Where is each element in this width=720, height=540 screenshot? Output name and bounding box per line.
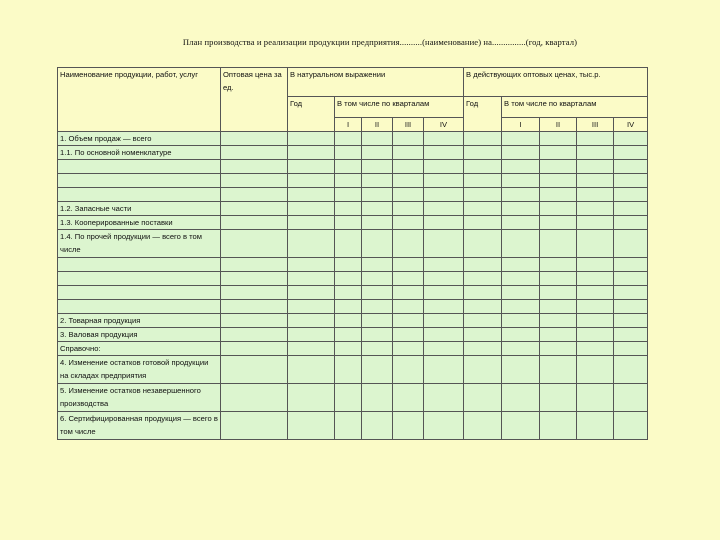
data-cell: [335, 356, 362, 384]
data-cell: [335, 174, 362, 188]
data-cell: [335, 258, 362, 272]
data-cell: [502, 230, 540, 258]
data-cell: [393, 356, 424, 384]
data-cell: [614, 188, 648, 202]
data-cell: [577, 132, 614, 146]
data-cell: [540, 188, 577, 202]
data-cell: [221, 160, 288, 174]
data-cell: [464, 216, 502, 230]
data-cell: [540, 174, 577, 188]
data-cell: [288, 328, 335, 342]
data-cell: [464, 412, 502, 440]
data-cell: [464, 328, 502, 342]
data-cell: [288, 174, 335, 188]
data-cell: [464, 132, 502, 146]
data-cell: [540, 342, 577, 356]
table-row: [58, 146, 648, 160]
data-cell: [577, 174, 614, 188]
data-cell: [362, 202, 393, 216]
data-cell: [464, 230, 502, 258]
data-cell: [464, 258, 502, 272]
data-cell: [424, 230, 464, 258]
data-cell: [424, 202, 464, 216]
data-cell: [502, 384, 540, 412]
table-row: [58, 356, 648, 384]
data-cell: [540, 356, 577, 384]
data-cell: [335, 342, 362, 356]
data-cell: [335, 160, 362, 174]
data-cell: [540, 412, 577, 440]
data-cell: [577, 286, 614, 300]
row-label: 4. Изменение остатков готовой продукции на складах предприятия: [58, 356, 221, 384]
data-cell: [393, 286, 424, 300]
data-cell: [502, 412, 540, 440]
data-cell: [540, 258, 577, 272]
table-row: [58, 132, 648, 146]
data-cell: [335, 314, 362, 328]
data-cell: [502, 188, 540, 202]
data-cell: [335, 202, 362, 216]
data-cell: [614, 286, 648, 300]
table-row: [58, 160, 648, 174]
data-cell: [335, 272, 362, 286]
data-cell: [502, 342, 540, 356]
table-row: [58, 286, 648, 300]
data-cell: [614, 230, 648, 258]
data-cell: [362, 216, 393, 230]
data-cell: [577, 300, 614, 314]
data-cell: [288, 286, 335, 300]
data-cell: [362, 230, 393, 258]
data-cell: [577, 314, 614, 328]
data-cell: [393, 258, 424, 272]
data-cell: [614, 174, 648, 188]
data-cell: [464, 342, 502, 356]
data-cell: [424, 384, 464, 412]
data-cell: [577, 146, 614, 160]
table-row: [58, 258, 648, 272]
data-cell: [393, 146, 424, 160]
data-cell: [502, 286, 540, 300]
data-cell: [502, 174, 540, 188]
data-cell: [335, 188, 362, 202]
data-cell: [614, 328, 648, 342]
data-cell: [577, 412, 614, 440]
data-cell: [502, 328, 540, 342]
data-cell: [424, 258, 464, 272]
data-cell: [577, 272, 614, 286]
data-cell: [614, 356, 648, 384]
data-cell: [424, 216, 464, 230]
data-cell: [540, 230, 577, 258]
data-cell: [221, 356, 288, 384]
table-row: [58, 272, 648, 286]
data-cell: [393, 202, 424, 216]
data-cell: [464, 202, 502, 216]
data-cell: [424, 300, 464, 314]
row-label: [58, 188, 221, 202]
data-cell: [221, 328, 288, 342]
data-cell: [464, 160, 502, 174]
data-cell: [288, 272, 335, 286]
data-cell: [577, 384, 614, 412]
data-cell: [577, 230, 614, 258]
data-cell: [464, 384, 502, 412]
row-label: [58, 272, 221, 286]
data-cell: [424, 132, 464, 146]
data-cell: [362, 188, 393, 202]
header-name: Наименование продукции, работ, услуг: [58, 68, 221, 132]
data-cell: [288, 412, 335, 440]
data-cell: [288, 160, 335, 174]
data-cell: [362, 258, 393, 272]
header-year-natural: Год: [288, 97, 335, 132]
data-cell: [577, 258, 614, 272]
data-cell: [540, 132, 577, 146]
data-cell: [335, 230, 362, 258]
data-cell: [424, 356, 464, 384]
page-title: План производства и реализации продукции предприятия..........(наименование) на...............(год, квартал): [182, 37, 578, 47]
data-cell: [393, 132, 424, 146]
data-cell: [424, 188, 464, 202]
table-row: [58, 384, 648, 412]
data-cell: [288, 132, 335, 146]
row-label: 1. Объем продаж — всего: [58, 132, 221, 146]
data-cell: [335, 328, 362, 342]
table-row: [58, 412, 648, 440]
header-year-wholesale: Год: [464, 97, 502, 132]
quarter-cell: II: [362, 118, 393, 132]
data-cell: [221, 216, 288, 230]
data-cell: [362, 132, 393, 146]
data-cell: [362, 328, 393, 342]
table-row: [58, 188, 648, 202]
data-cell: [540, 272, 577, 286]
data-cell: [221, 230, 288, 258]
row-label: 1.2. Запасные части: [58, 202, 221, 216]
data-cell: [393, 188, 424, 202]
data-cell: [464, 300, 502, 314]
data-cell: [221, 412, 288, 440]
data-cell: [288, 216, 335, 230]
data-cell: [614, 314, 648, 328]
data-cell: [335, 146, 362, 160]
data-cell: [464, 356, 502, 384]
table-row: [58, 342, 648, 356]
data-cell: [577, 188, 614, 202]
quarter-cell: II: [540, 118, 577, 132]
quarter-cell: III: [393, 118, 424, 132]
row-label: [58, 258, 221, 272]
header-quarters-natural: В том числе по кварталам: [335, 97, 464, 118]
data-cell: [221, 300, 288, 314]
row-label: 1.1. По основной номенклатуре: [58, 146, 221, 160]
data-cell: [393, 300, 424, 314]
data-cell: [221, 314, 288, 328]
data-cell: [502, 356, 540, 384]
table-row: [58, 314, 648, 328]
row-label: [58, 174, 221, 188]
data-cell: [362, 286, 393, 300]
header-wholesale: В действующих оптовых ценах, тыс.р.: [464, 68, 648, 97]
data-cell: [288, 258, 335, 272]
row-label: [58, 160, 221, 174]
data-cell: [424, 342, 464, 356]
data-cell: [335, 216, 362, 230]
data-cell: [502, 300, 540, 314]
table-row: [58, 216, 648, 230]
data-cell: [362, 146, 393, 160]
data-cell: [288, 300, 335, 314]
data-cell: [424, 314, 464, 328]
data-cell: [577, 216, 614, 230]
data-cell: [614, 384, 648, 412]
data-cell: [221, 258, 288, 272]
data-cell: [221, 384, 288, 412]
data-cell: [464, 314, 502, 328]
data-cell: [502, 258, 540, 272]
data-cell: [362, 272, 393, 286]
data-cell: [288, 188, 335, 202]
data-cell: [393, 384, 424, 412]
data-cell: [614, 146, 648, 160]
data-cell: [464, 286, 502, 300]
data-cell: [614, 216, 648, 230]
data-cell: [502, 272, 540, 286]
table-row: [58, 328, 648, 342]
data-cell: [362, 314, 393, 328]
data-cell: [393, 412, 424, 440]
table-row: [58, 202, 648, 216]
data-cell: [221, 202, 288, 216]
header-price: Оптовая цена за ед.: [221, 68, 288, 132]
data-cell: [393, 272, 424, 286]
quarter-cell: IV: [614, 118, 648, 132]
data-cell: [540, 146, 577, 160]
data-cell: [393, 160, 424, 174]
row-label: 1.4. По прочей продукции — всего в том числе: [58, 230, 221, 258]
data-cell: [393, 216, 424, 230]
data-cell: [221, 342, 288, 356]
data-cell: [464, 272, 502, 286]
data-cell: [502, 160, 540, 174]
data-cell: [221, 146, 288, 160]
data-cell: [540, 202, 577, 216]
data-cell: [577, 328, 614, 342]
data-cell: [614, 412, 648, 440]
header-natural: В натуральном выражении: [288, 68, 464, 97]
data-cell: [502, 314, 540, 328]
data-cell: [577, 202, 614, 216]
table-row: [58, 230, 648, 258]
data-cell: [393, 174, 424, 188]
data-cell: [540, 328, 577, 342]
data-cell: [614, 160, 648, 174]
data-cell: [221, 272, 288, 286]
row-label: 5. Изменение остатков незавершенного производства: [58, 384, 221, 412]
quarter-cell: I: [502, 118, 540, 132]
data-cell: [540, 300, 577, 314]
data-cell: [288, 146, 335, 160]
data-cell: [362, 160, 393, 174]
data-cell: [540, 286, 577, 300]
data-cell: [288, 384, 335, 412]
data-cell: [221, 188, 288, 202]
row-label: Справочно:: [58, 342, 221, 356]
row-label: [58, 300, 221, 314]
quarter-cell: III: [577, 118, 614, 132]
data-cell: [502, 132, 540, 146]
data-cell: [464, 188, 502, 202]
data-cell: [424, 272, 464, 286]
data-cell: [424, 328, 464, 342]
data-cell: [614, 202, 648, 216]
data-cell: [362, 342, 393, 356]
data-cell: [502, 146, 540, 160]
data-cell: [335, 412, 362, 440]
data-cell: [335, 132, 362, 146]
data-cell: [221, 286, 288, 300]
data-cell: [335, 286, 362, 300]
data-cell: [393, 230, 424, 258]
data-cell: [288, 314, 335, 328]
data-cell: [362, 384, 393, 412]
data-cell: [502, 216, 540, 230]
data-cell: [393, 328, 424, 342]
data-cell: [424, 146, 464, 160]
header-quarters-wholesale: В том числе по кварталам: [502, 97, 648, 118]
quarter-cell: I: [335, 118, 362, 132]
data-cell: [540, 314, 577, 328]
table-row: [58, 174, 648, 188]
data-cell: [424, 412, 464, 440]
data-cell: [614, 272, 648, 286]
data-cell: [424, 174, 464, 188]
data-cell: [614, 342, 648, 356]
data-cell: [577, 160, 614, 174]
data-cell: [362, 174, 393, 188]
data-cell: [362, 300, 393, 314]
data-cell: [362, 356, 393, 384]
data-cell: [502, 202, 540, 216]
data-cell: [393, 342, 424, 356]
data-cell: [288, 342, 335, 356]
data-cell: [614, 258, 648, 272]
data-cell: [393, 314, 424, 328]
data-cell: [288, 230, 335, 258]
data-cell: [614, 132, 648, 146]
data-cell: [540, 160, 577, 174]
data-cell: [577, 342, 614, 356]
data-cell: [464, 174, 502, 188]
data-cell: [424, 286, 464, 300]
production-plan-table: [57, 67, 648, 440]
data-cell: [335, 384, 362, 412]
data-cell: [540, 384, 577, 412]
row-label: [58, 286, 221, 300]
data-cell: [424, 160, 464, 174]
data-cell: [221, 174, 288, 188]
data-cell: [362, 412, 393, 440]
data-cell: [335, 300, 362, 314]
quarter-cell: IV: [424, 118, 464, 132]
data-cell: [540, 216, 577, 230]
row-label: 3. Валовая продукция: [58, 328, 221, 342]
row-label: 1.3. Кооперированные поставки: [58, 216, 221, 230]
data-cell: [288, 356, 335, 384]
row-label: 2. Товарная продукция: [58, 314, 221, 328]
table-row: [58, 300, 648, 314]
data-cell: [288, 202, 335, 216]
data-cell: [577, 356, 614, 384]
data-cell: [221, 132, 288, 146]
row-label: 6. Сертифицированная продукция — всего в том числе: [58, 412, 221, 440]
data-cell: [464, 146, 502, 160]
data-cell: [614, 300, 648, 314]
